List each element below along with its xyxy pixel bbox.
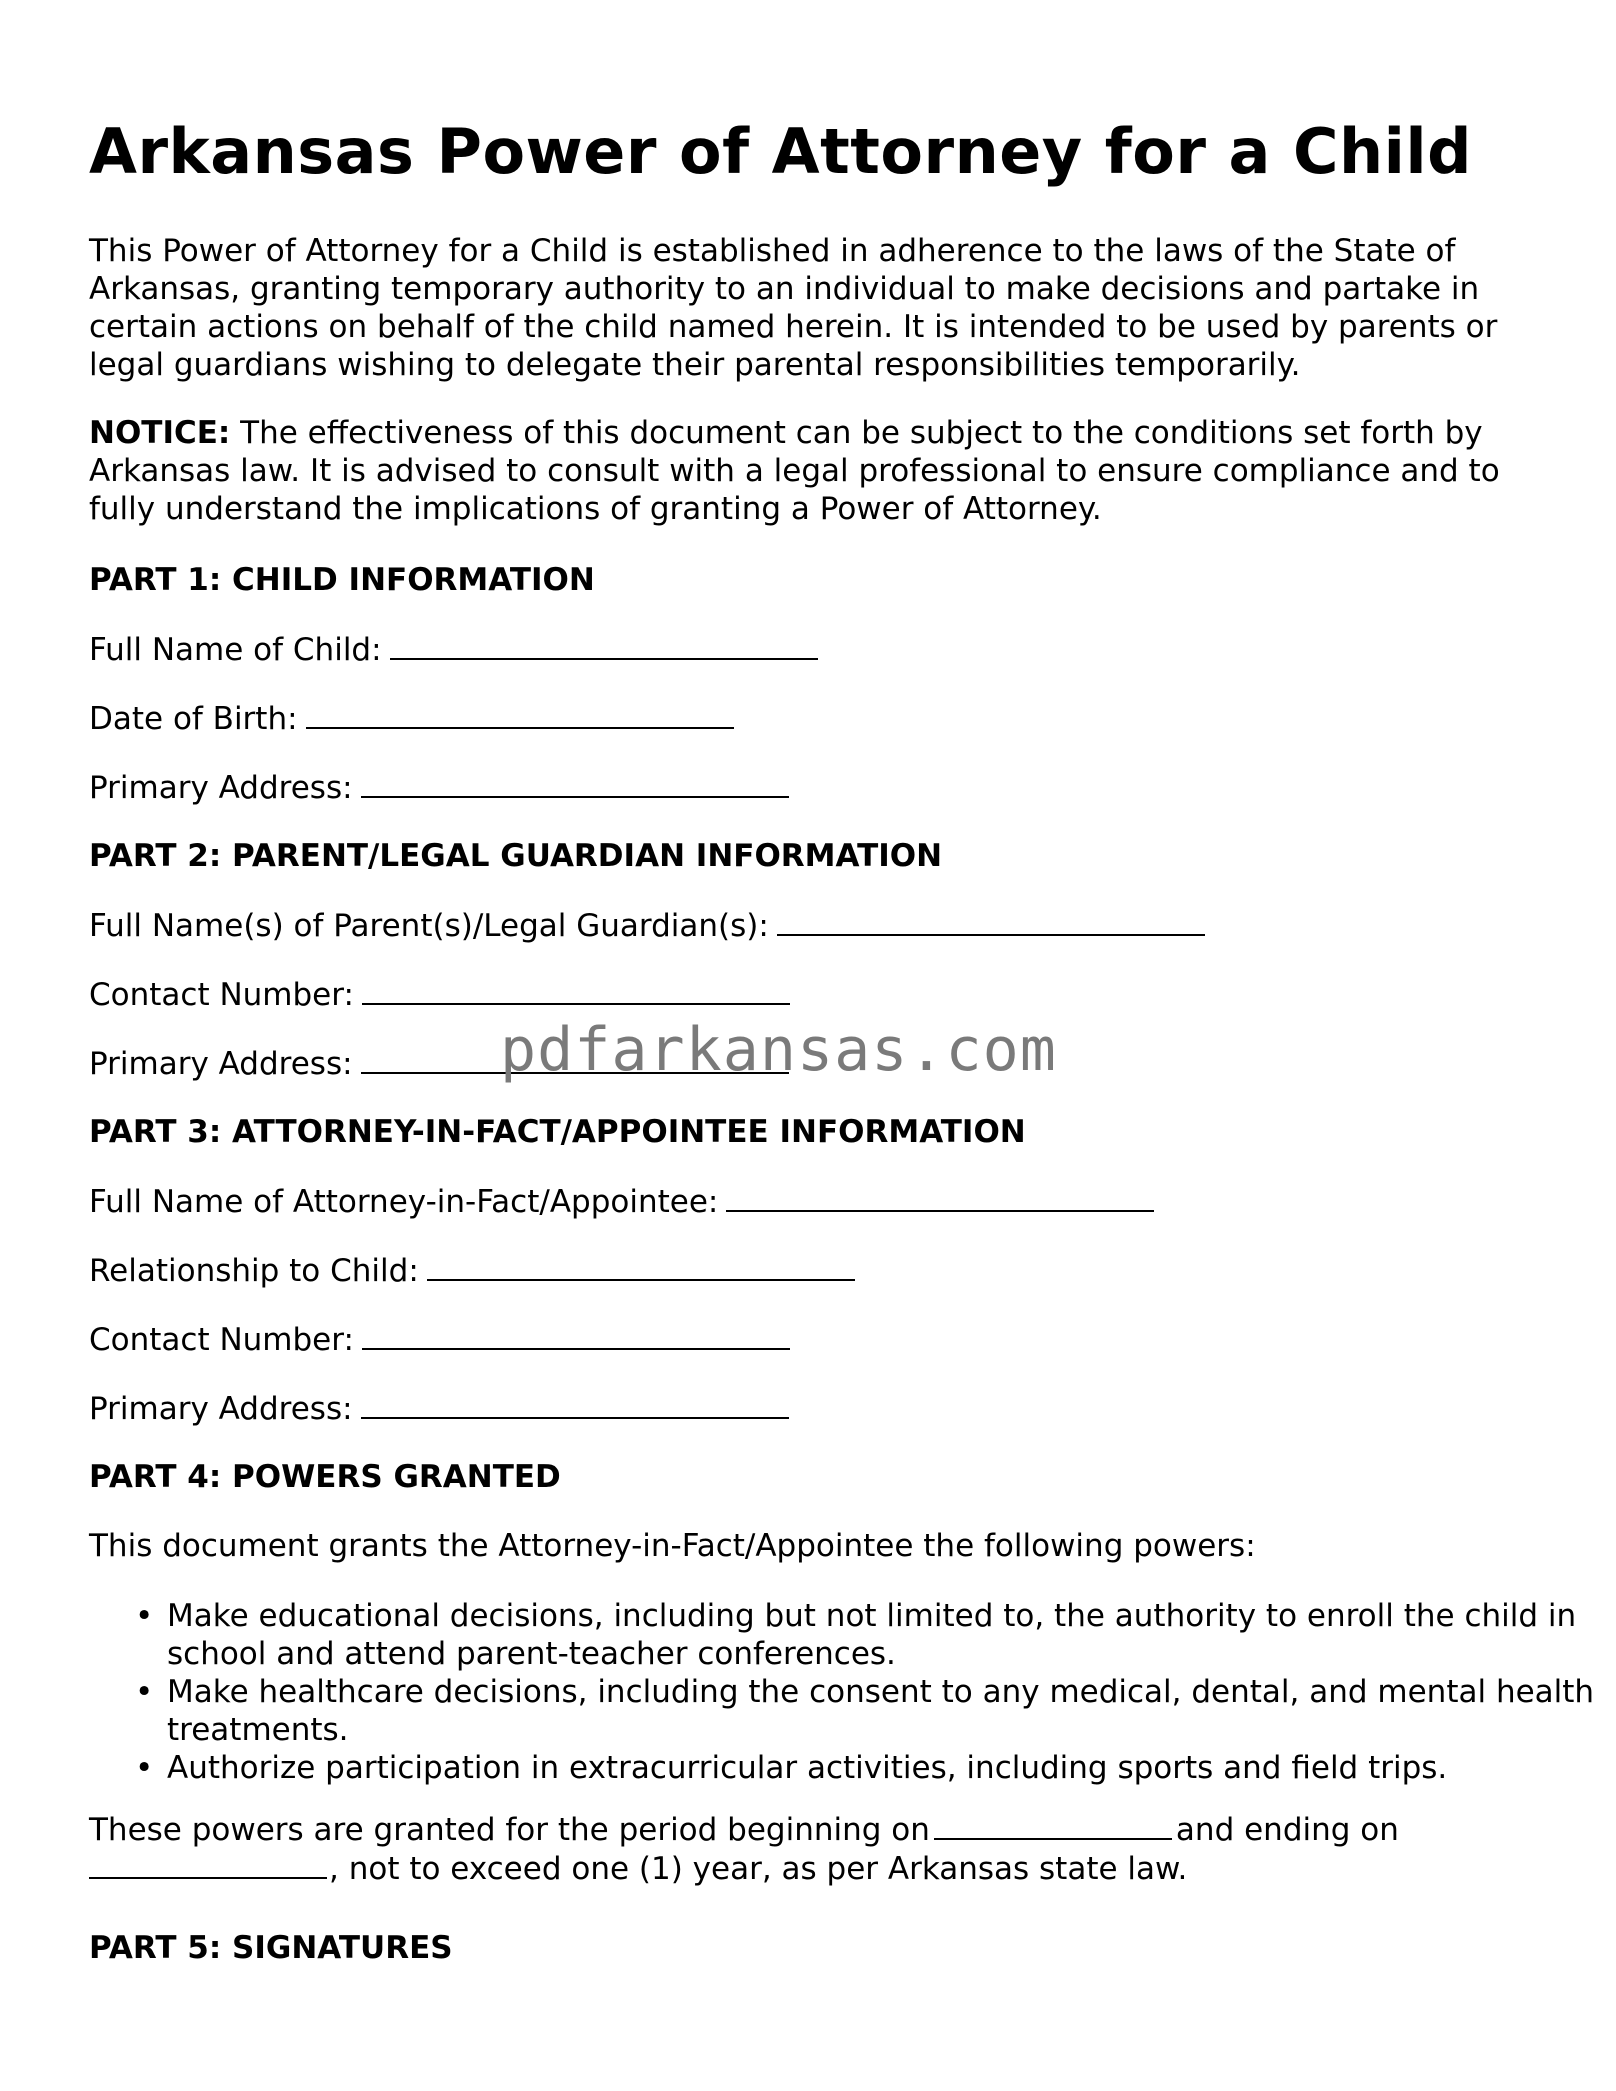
- child-dob-blank[interactable]: [306, 699, 734, 729]
- field-label: Contact Number:: [89, 1322, 354, 1358]
- field-appointee-address: [89, 1389, 789, 1428]
- part2-heading: PART 2: PARENT/LEGAL GUARDIAN INFORMATION: [89, 838, 943, 874]
- power-text: Make healthcare decisions, including the consent to any medical, dental, and mental health treatments.: [167, 1674, 1595, 1748]
- bullet: •: [135, 1674, 154, 1710]
- document-title: Arkansas Power of Attorney for a Child: [89, 115, 1472, 188]
- period-before-text: These powers are granted for the period beginning on: [89, 1812, 930, 1848]
- list-item: [135, 1597, 1616, 1673]
- field-label: Full Name of Child:: [89, 632, 382, 668]
- powers-list: [89, 1597, 1616, 1787]
- field-label: Primary Address:: [89, 1046, 353, 1082]
- field-label: Date of Birth:: [89, 701, 298, 737]
- field-child-address: [89, 768, 789, 807]
- part4-heading: PART 4: POWERS GRANTED: [89, 1459, 561, 1495]
- field-appointee-relationship: [89, 1251, 855, 1290]
- part5-heading: PART 5: SIGNATURES: [89, 1930, 453, 1966]
- period-end-blank[interactable]: [89, 1849, 327, 1879]
- period-after-text: , not to exceed one (1) year, as per Arkansas state law.: [329, 1851, 1188, 1887]
- list-item: [135, 1673, 1616, 1749]
- field-parent-contact: [89, 975, 790, 1014]
- appointee-contact-blank[interactable]: [362, 1320, 790, 1350]
- notice-text: The effectiveness of this document can be subject to the conditions set forth by Arkansas law. It is advised to consult with a legal professional to ensure compliance and to fully understand the implications of granting a Power of Attorney.: [89, 415, 1500, 527]
- parent-names-blank[interactable]: [777, 906, 1205, 936]
- appointee-address-blank[interactable]: [361, 1389, 789, 1419]
- bullet: •: [135, 1750, 154, 1786]
- period-middle-text: and ending on: [1175, 1812, 1399, 1848]
- list-item: [135, 1749, 1616, 1787]
- power-text: Make educational decisions, including but not limited to, the authority to enroll the child in school and attend parent-teacher conferences.: [167, 1598, 1577, 1672]
- field-appointee-contact: [89, 1320, 790, 1359]
- appointee-relationship-blank[interactable]: [427, 1251, 855, 1281]
- field-appointee-full-name: [89, 1182, 1154, 1221]
- notice-label: NOTICE:: [89, 415, 231, 451]
- field-child-full-name: [89, 630, 818, 669]
- parent-contact-blank[interactable]: [362, 975, 790, 1005]
- field-parent-full-names: [89, 906, 1205, 945]
- field-label: Primary Address:: [89, 770, 353, 806]
- field-label: Contact Number:: [89, 977, 354, 1013]
- period-start-blank[interactable]: [934, 1810, 1172, 1840]
- appointee-name-blank[interactable]: [726, 1182, 1154, 1212]
- power-text: Authorize participation in extracurricular activities, including sports and field trips.: [167, 1750, 1448, 1786]
- notice-paragraph: [89, 414, 1539, 528]
- part3-heading: PART 3: ATTORNEY-IN-FACT/APPOINTEE INFORMATION: [89, 1114, 1026, 1150]
- powers-intro: This document grants the Attorney-in-Fact/Appointee the following powers:: [89, 1528, 1256, 1564]
- field-child-dob: [89, 699, 734, 738]
- field-label: Primary Address:: [89, 1391, 353, 1427]
- field-label: Full Name(s) of Parent(s)/Legal Guardian(s):: [89, 908, 769, 944]
- field-label: Full Name of Attorney-in-Fact/Appointee:: [89, 1184, 719, 1220]
- child-name-blank[interactable]: [390, 630, 818, 660]
- child-address-blank[interactable]: [361, 768, 789, 798]
- period-paragraph: [89, 1810, 1539, 1888]
- watermark: pdfarkansas.com: [500, 1015, 1057, 1085]
- bullet: •: [135, 1598, 154, 1634]
- field-label: Relationship to Child:: [89, 1253, 419, 1289]
- part1-heading: PART 1: CHILD INFORMATION: [89, 562, 595, 598]
- intro-paragraph: This Power of Attorney for a Child is established in adherence to the laws of the State of Arkansas, granting temporary authority to an individual to make decisions and partake in certain actions on behalf of the child named herein. It is intended to be used by parents or legal guardians wishing to delegate their parental responsibilities temporarily.: [89, 233, 1498, 383]
